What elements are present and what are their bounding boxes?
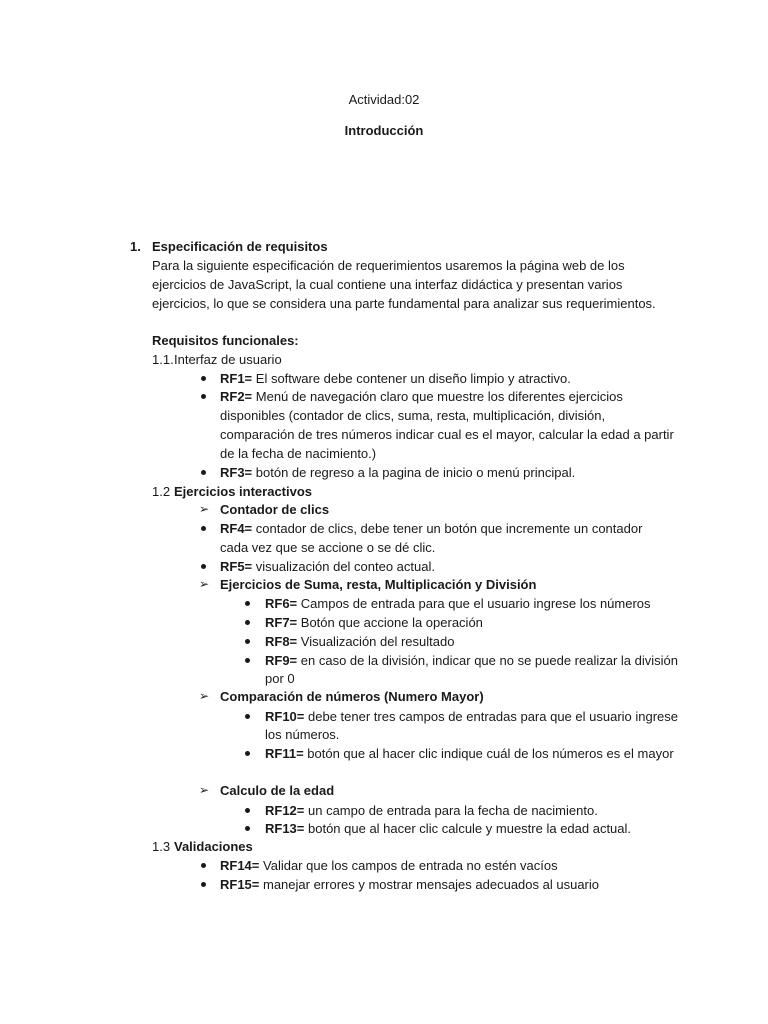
arrow-bullet-icon: ➢: [199, 689, 210, 703]
requirement-text-line: cada vez que se accione o se dé clic.: [220, 540, 436, 555]
bullet-dot: [245, 826, 250, 831]
requirement-text: botón que al hacer clic indique cuál de los números es el mayor: [303, 746, 674, 761]
requirement-item: [220, 875, 599, 894]
bullet-dot: [245, 620, 250, 625]
requirement-code: RF1=: [220, 371, 253, 386]
bullet-dot: [245, 601, 250, 606]
subsection-title: Interfaz de usuario: [174, 352, 282, 367]
requirement-text-line: de la fecha de nacimiento.): [220, 446, 377, 461]
arrow-bullet-icon: ➢: [199, 577, 210, 591]
exercise-heading: Ejercicios de Suma, resta, Multiplicación y División: [220, 577, 537, 592]
bullet-dot: [201, 863, 206, 868]
requirement-text: manejar errores y mostrar mensajes adecuados al usuario: [259, 877, 599, 892]
intro-paragraph-line: ejercicios, lo que se considera una parte fundamental para analizar sus requerimientos.: [152, 296, 656, 311]
subsection-title: Ejercicios interactivos: [174, 484, 313, 499]
requirement-item: [265, 651, 678, 670]
requirement-item: [220, 387, 623, 406]
requirement-code: RF12=: [265, 803, 305, 818]
bullet-dot: [201, 376, 206, 381]
requirement-text: contador de clics, debe tener un botón que incremente un contador: [252, 521, 643, 536]
requirement-text: Campos de entrada para que el usuario ingrese los números: [297, 596, 651, 611]
bullet-dot: [201, 526, 206, 531]
bullet-dot: [245, 714, 250, 719]
requirement-code: RF8=: [265, 634, 298, 649]
requirement-text: El software debe contener un diseño limpio y atractivo.: [252, 371, 571, 386]
requirement-code: RF3=: [220, 465, 253, 480]
requirement-text: Validar que los campos de entrada no estén vacíos: [259, 858, 558, 873]
requirement-code: RF9=: [265, 653, 298, 668]
arrow-bullet-icon: ➢: [199, 783, 210, 797]
requirement-item: [220, 856, 558, 875]
bullet-dot: [245, 808, 250, 813]
requirement-item: [265, 707, 678, 726]
bullet-dot: [245, 639, 250, 644]
intro-paragraph-line: Para la siguiente especificación de requerimientos usaremos la página web de los: [152, 258, 625, 273]
requirement-code: RF14=: [220, 858, 260, 873]
requirement-code: RF5=: [220, 559, 253, 574]
intro-heading: Introducción: [344, 123, 424, 138]
requirement-code: RF4=: [220, 521, 253, 536]
requirement-item: [265, 594, 651, 613]
requirement-item: [220, 557, 435, 576]
bullet-dot: [201, 882, 206, 887]
requirement-text: debe tener tres campos de entradas para que el usuario ingrese: [304, 709, 679, 724]
exercise-heading: Contador de clics: [220, 502, 330, 517]
requirement-text-line: los números.: [265, 727, 340, 742]
arrow-bullet-icon: ➢: [199, 502, 210, 516]
requirement-text: botón que al hacer clic calcule y muestre la edad actual.: [304, 821, 632, 836]
requirement-code: RF13=: [265, 821, 305, 836]
bullet-dot: [201, 394, 206, 399]
subsection-number: 1.2: [152, 484, 171, 499]
requirement-item: [220, 463, 575, 482]
exercise-heading: Comparación de números (Numero Mayor): [220, 689, 484, 704]
section-title: Especificación de requisitos: [152, 239, 328, 254]
functional-requirements-heading: Requisitos funcionales:: [152, 333, 299, 348]
activity-label: Actividad:02: [348, 92, 420, 107]
requirement-text: Visualización del resultado: [297, 634, 455, 649]
requirement-item: [265, 613, 483, 632]
requirement-item: [265, 632, 454, 651]
requirement-text: Menú de navegación claro que muestre los diferentes ejercicios: [252, 389, 623, 404]
bullet-dot: [245, 751, 250, 756]
exercise-heading: Calculo de la edad: [220, 783, 335, 798]
requirement-code: RF11=: [265, 746, 304, 761]
requirement-text-line: disponibles (contador de clics, suma, resta, multiplicación, división,: [220, 408, 606, 423]
requirement-item: [220, 519, 642, 538]
requirement-text: en caso de la división, indicar que no se puede realizar la división: [297, 653, 678, 668]
requirement-text: visualización del conteo actual.: [252, 559, 435, 574]
requirement-code: RF15=: [220, 877, 260, 892]
subsection-number: 1.3: [152, 839, 171, 854]
requirement-code: RF7=: [265, 615, 298, 630]
requirement-code: RF10=: [265, 709, 305, 724]
requirement-text: un campo de entrada para la fecha de nacimiento.: [304, 803, 598, 818]
intro-paragraph-line: ejercicios de JavaScript, la cual contiene una interfaz didáctica y presentan varios: [152, 277, 623, 292]
requirement-text: Botón que accione la operación: [297, 615, 483, 630]
subsection-number: 1.1.: [152, 352, 174, 367]
requirement-item: [265, 744, 674, 763]
bullet-dot: [245, 658, 250, 663]
section-number: 1.: [130, 239, 141, 254]
requirement-text-line: por 0: [265, 671, 295, 686]
subsection-title: Validaciones: [174, 839, 253, 854]
requirement-item: [265, 801, 598, 820]
bullet-dot: [201, 470, 206, 475]
requirement-text-line: comparación de tres números indicar cual es el mayor, calcular la edad a partir: [220, 427, 674, 442]
requirement-item: [220, 369, 571, 388]
requirement-code: RF2=: [220, 389, 253, 404]
requirement-text: botón de regreso a la pagina de inicio o menú principal.: [252, 465, 576, 480]
requirement-code: RF6=: [265, 596, 298, 611]
requirement-item: [265, 819, 631, 838]
bullet-dot: [201, 564, 206, 569]
